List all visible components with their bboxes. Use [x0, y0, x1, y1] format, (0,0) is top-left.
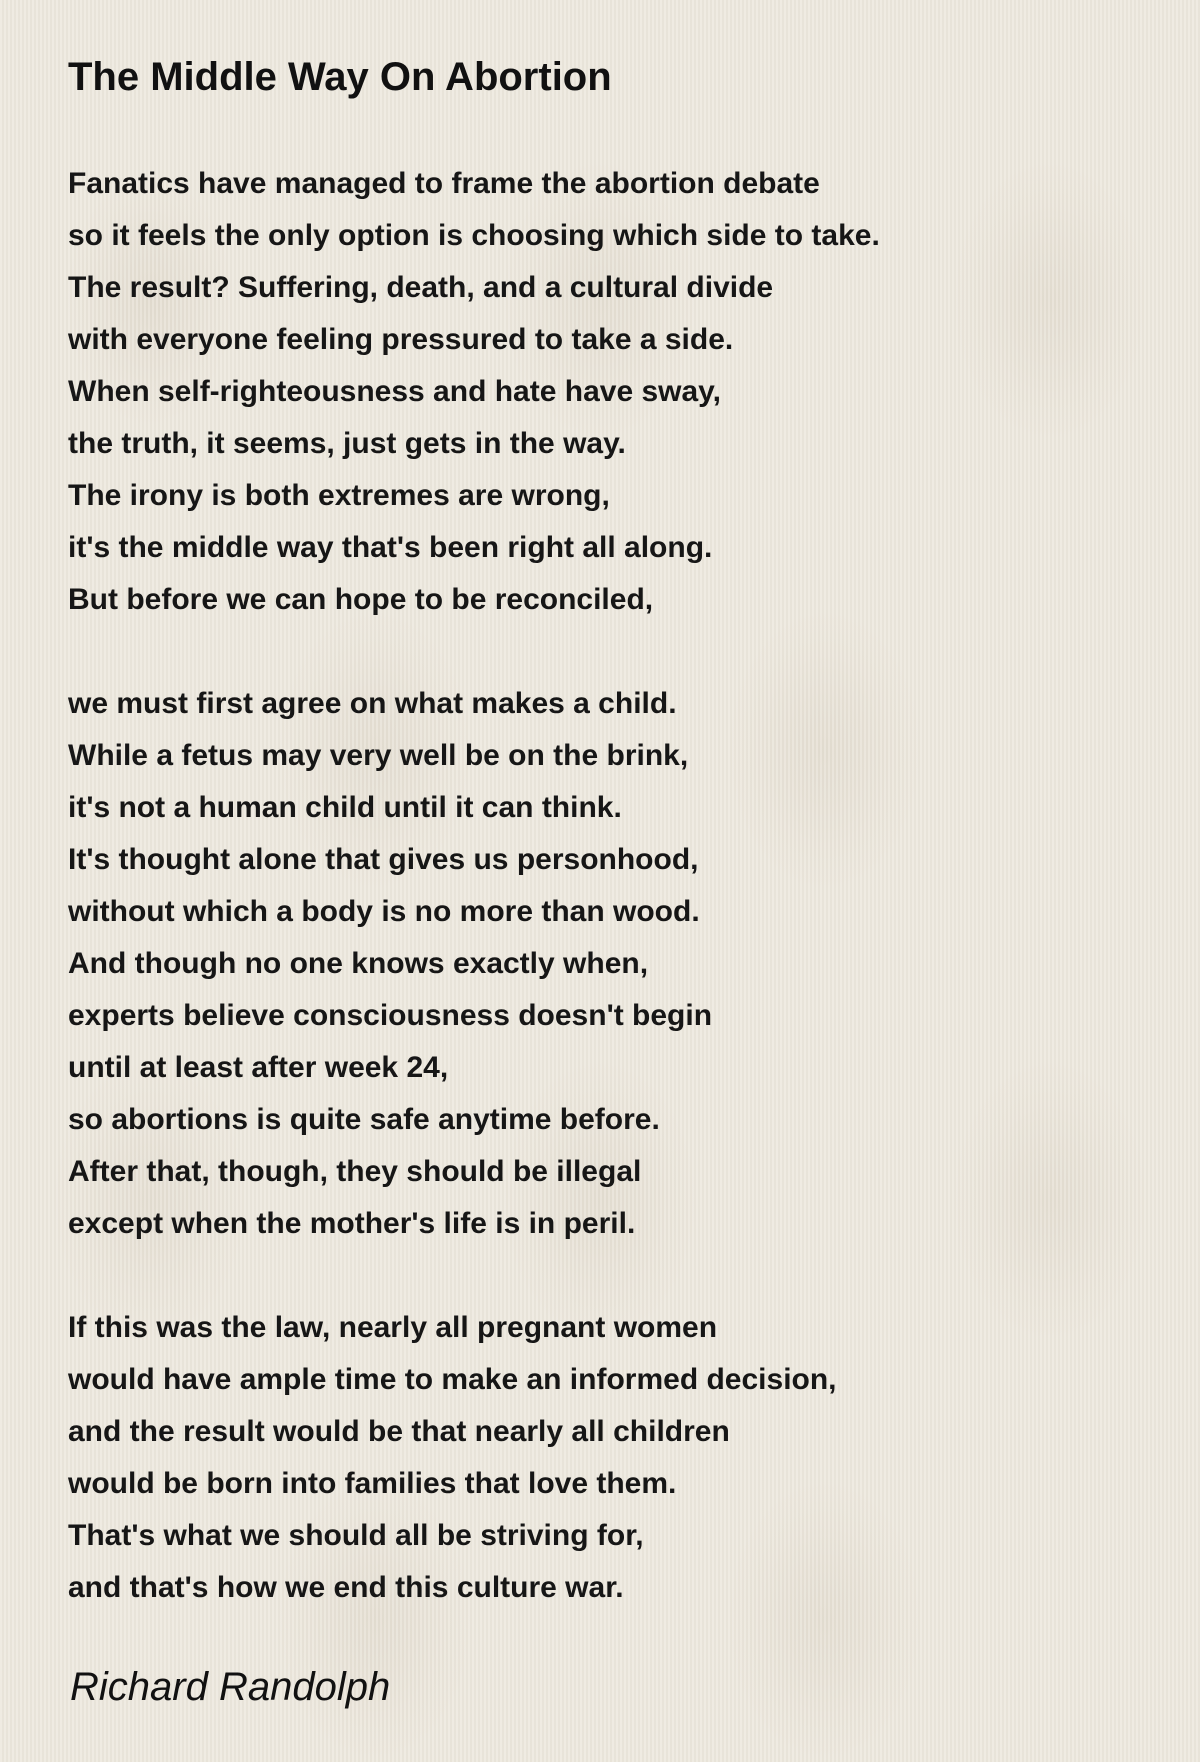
poem-line: we must first agree on what makes a child.: [68, 687, 677, 720]
poem-page: [68, 46, 1148, 1614]
poem-line: would be born into families that love them.: [68, 1467, 677, 1500]
poem-line: Fanatics have managed to frame the abortion debate: [68, 167, 820, 200]
poem-line: After that, though, they should be illegal: [68, 1155, 642, 1188]
poem-line: But before we can hope to be reconciled,: [68, 583, 654, 616]
poem-line: and the result would be that nearly all children: [68, 1415, 730, 1448]
poem-body: [68, 158, 1148, 1614]
poem-line: would have ample time to make an informed decision,: [68, 1363, 837, 1396]
poem-line: While a fetus may very well be on the brink,: [68, 739, 689, 772]
poem-title: The Middle Way On Abortion: [68, 55, 612, 99]
poem-line: It's thought alone that gives us personhood,: [68, 843, 699, 876]
poem-line: until at least after week 24,: [68, 1051, 449, 1084]
stanza-2: [68, 678, 1148, 1250]
poem-line: experts believe consciousness doesn't begin: [68, 999, 713, 1032]
poem-line: except when the mother's life is in peril.: [68, 1207, 636, 1240]
poem-line: When self-righteousness and hate have sway,: [68, 375, 721, 408]
poem-line: And though no one knows exactly when,: [68, 947, 649, 980]
stanza-3: [68, 1302, 1148, 1614]
poem-line: it's the middle way that's been right all along.: [68, 531, 713, 564]
poem-line: The irony is both extremes are wrong,: [68, 479, 610, 512]
poem-line: and that's how we end this culture war.: [68, 1571, 624, 1604]
poem-line: the truth, it seems, just gets in the way.: [68, 427, 626, 460]
poem-line: so abortions is quite safe anytime before.: [68, 1103, 660, 1136]
poem-line: That's what we should all be striving for,: [68, 1519, 644, 1552]
poem-line: The result? Suffering, death, and a cultural divide: [68, 271, 774, 304]
poem-line: so it feels the only option is choosing which side to take.: [68, 219, 880, 252]
poem-line: with everyone feeling pressured to take a side.: [68, 323, 734, 356]
poem-line: it's not a human child until it can think.: [68, 791, 622, 824]
poem-line: If this was the law, nearly all pregnant women: [68, 1311, 718, 1344]
poem-author: Richard Randolph: [70, 1665, 391, 1709]
stanza-1: [68, 158, 1148, 626]
poem-line: without which a body is no more than wood.: [68, 895, 700, 928]
